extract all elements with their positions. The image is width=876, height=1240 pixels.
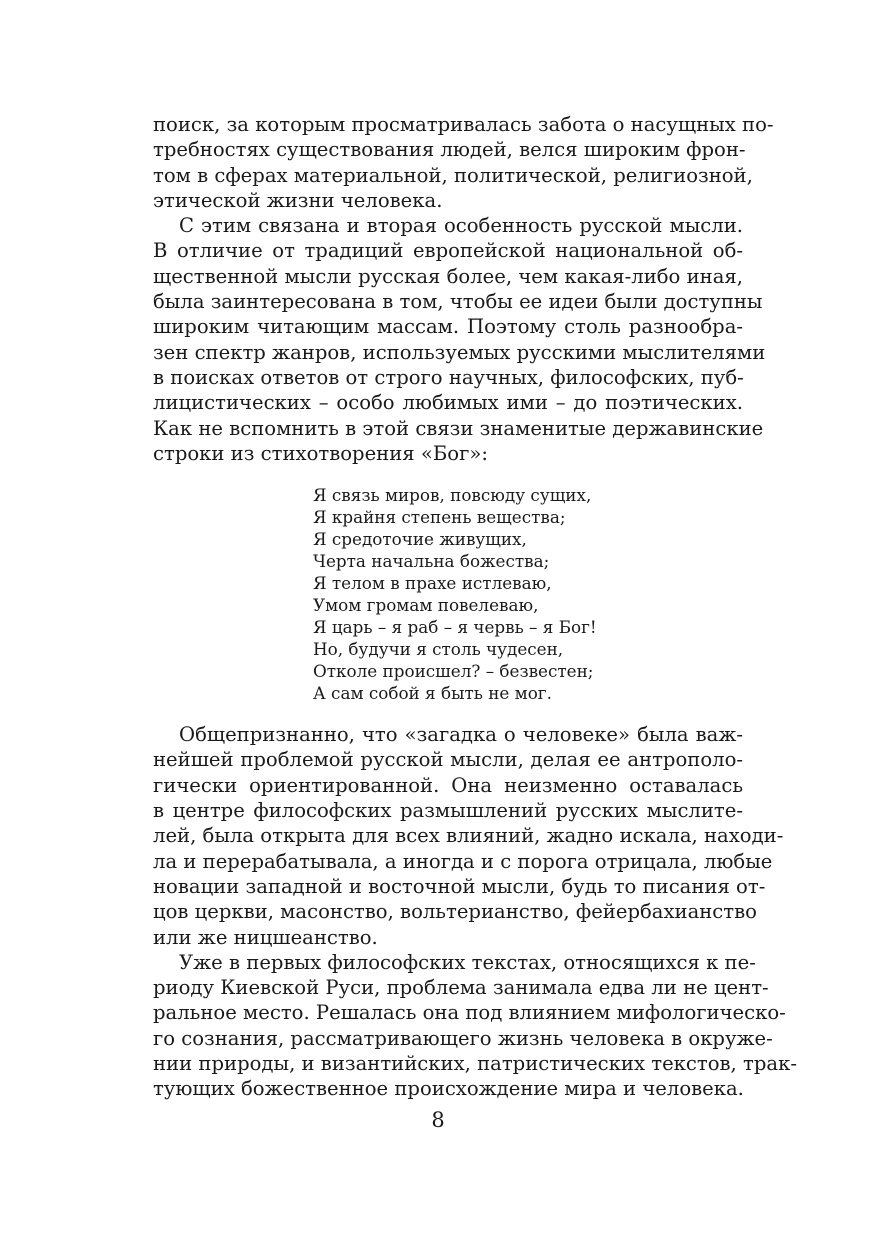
- poem-line: Я телом в прахе истлеваю,: [313, 573, 552, 594]
- text-line: щественной мысли русская более, чем какая-либо иная,: [153, 264, 743, 288]
- page-number: 8: [431, 1108, 445, 1132]
- poem-line: Я крайня степень вещества;: [313, 507, 566, 528]
- text-line: тующих божественное происхождение мира и человека.: [153, 1077, 744, 1101]
- paragraph-1: [153, 112, 774, 213]
- text-line: была заинтересована в том, чтобы ее идеи были доступны: [153, 290, 763, 314]
- paragraph-4: [153, 950, 797, 1102]
- text-line: нейшей проблемой русской мысли, делая ее антрополо-: [153, 748, 743, 772]
- text-line: цов церкви, масонство, вольтерианство, фейербахианство: [153, 900, 757, 924]
- text-line: С этим связана и вторая особенность русской мысли.: [179, 214, 743, 238]
- text-line: широким читающим массам. Поэтому столь разнообра-: [153, 315, 743, 339]
- text-line: ла и перерабатывала, а иногда и с порога отрицала, любые: [153, 849, 773, 873]
- text-line: зен спектр жанров, используемых русскими мыслителями: [153, 340, 766, 364]
- poem-line: А сам собой я быть не мог.: [313, 683, 552, 704]
- poem-quote: [313, 484, 743, 704]
- text-line: Как не вспомнить в этой связи знаменитые державинские: [153, 416, 764, 440]
- text-line: го сознания, рассматривающего жизнь человека в окруже-: [153, 1026, 773, 1050]
- text-line: лицистических – особо любимых ими – до поэтических.: [153, 391, 743, 415]
- text-line: поиск, за которым просматривалась забота о насущных по-: [153, 113, 774, 136]
- paragraph-2: [153, 213, 766, 466]
- poem-line: Черта начальна божества;: [313, 551, 550, 572]
- text-line: в центре философских размышлений русских мыслите-: [153, 799, 743, 823]
- text-line: Общепризнанно, что «загадка о человеке» была важ-: [179, 723, 743, 747]
- text-line: в поисках ответов от строго научных, философских, пуб-: [153, 365, 744, 389]
- text-line: риоду Киевской Руси, проблема занимала едва ли не цент-: [153, 976, 769, 1000]
- text-line: гически ориентированной. Она неизменно оставалась: [153, 773, 743, 797]
- poem-line: Я средоточие живущих,: [313, 529, 527, 550]
- poem-line: Умом громам повелеваю,: [313, 595, 539, 616]
- poem-line: Отколе происшел? – безвестен;: [313, 661, 594, 682]
- page-body: [153, 112, 797, 1102]
- text-line: В отличие от традиций европейской национальной об-: [153, 239, 743, 263]
- poem-line: Но, будучи я столь чудесен,: [313, 639, 564, 660]
- text-line: этической жизни человека.: [153, 188, 443, 212]
- paragraph-3: [153, 722, 784, 950]
- text-line: лей, была открыта для всех влияний, жадно искала, находи-: [153, 824, 784, 848]
- text-line: или же ницшеанство.: [153, 925, 378, 949]
- text-line: новации западной и восточной мысли, будь то писания от-: [153, 874, 766, 898]
- text-line: строки из стихотворения «Бог»:: [153, 441, 488, 465]
- poem-line: Я связь миров, повсюду сущих,: [313, 485, 592, 506]
- poem-line: Я царь – я раб – я червь – я Бог!: [313, 617, 597, 638]
- text-line: требностях существования людей, велся широким фрон-: [153, 138, 746, 162]
- text-line: Уже в первых философских текстах, относящихся к пе-: [179, 950, 756, 974]
- text-line: нии природы, и византийских, патристических текстов, трак-: [153, 1052, 797, 1076]
- text-line: том в сферах материальной, политической, религиозной,: [153, 163, 753, 187]
- text-line: ральное место. Решалась она под влиянием мифологическо-: [153, 1001, 786, 1025]
